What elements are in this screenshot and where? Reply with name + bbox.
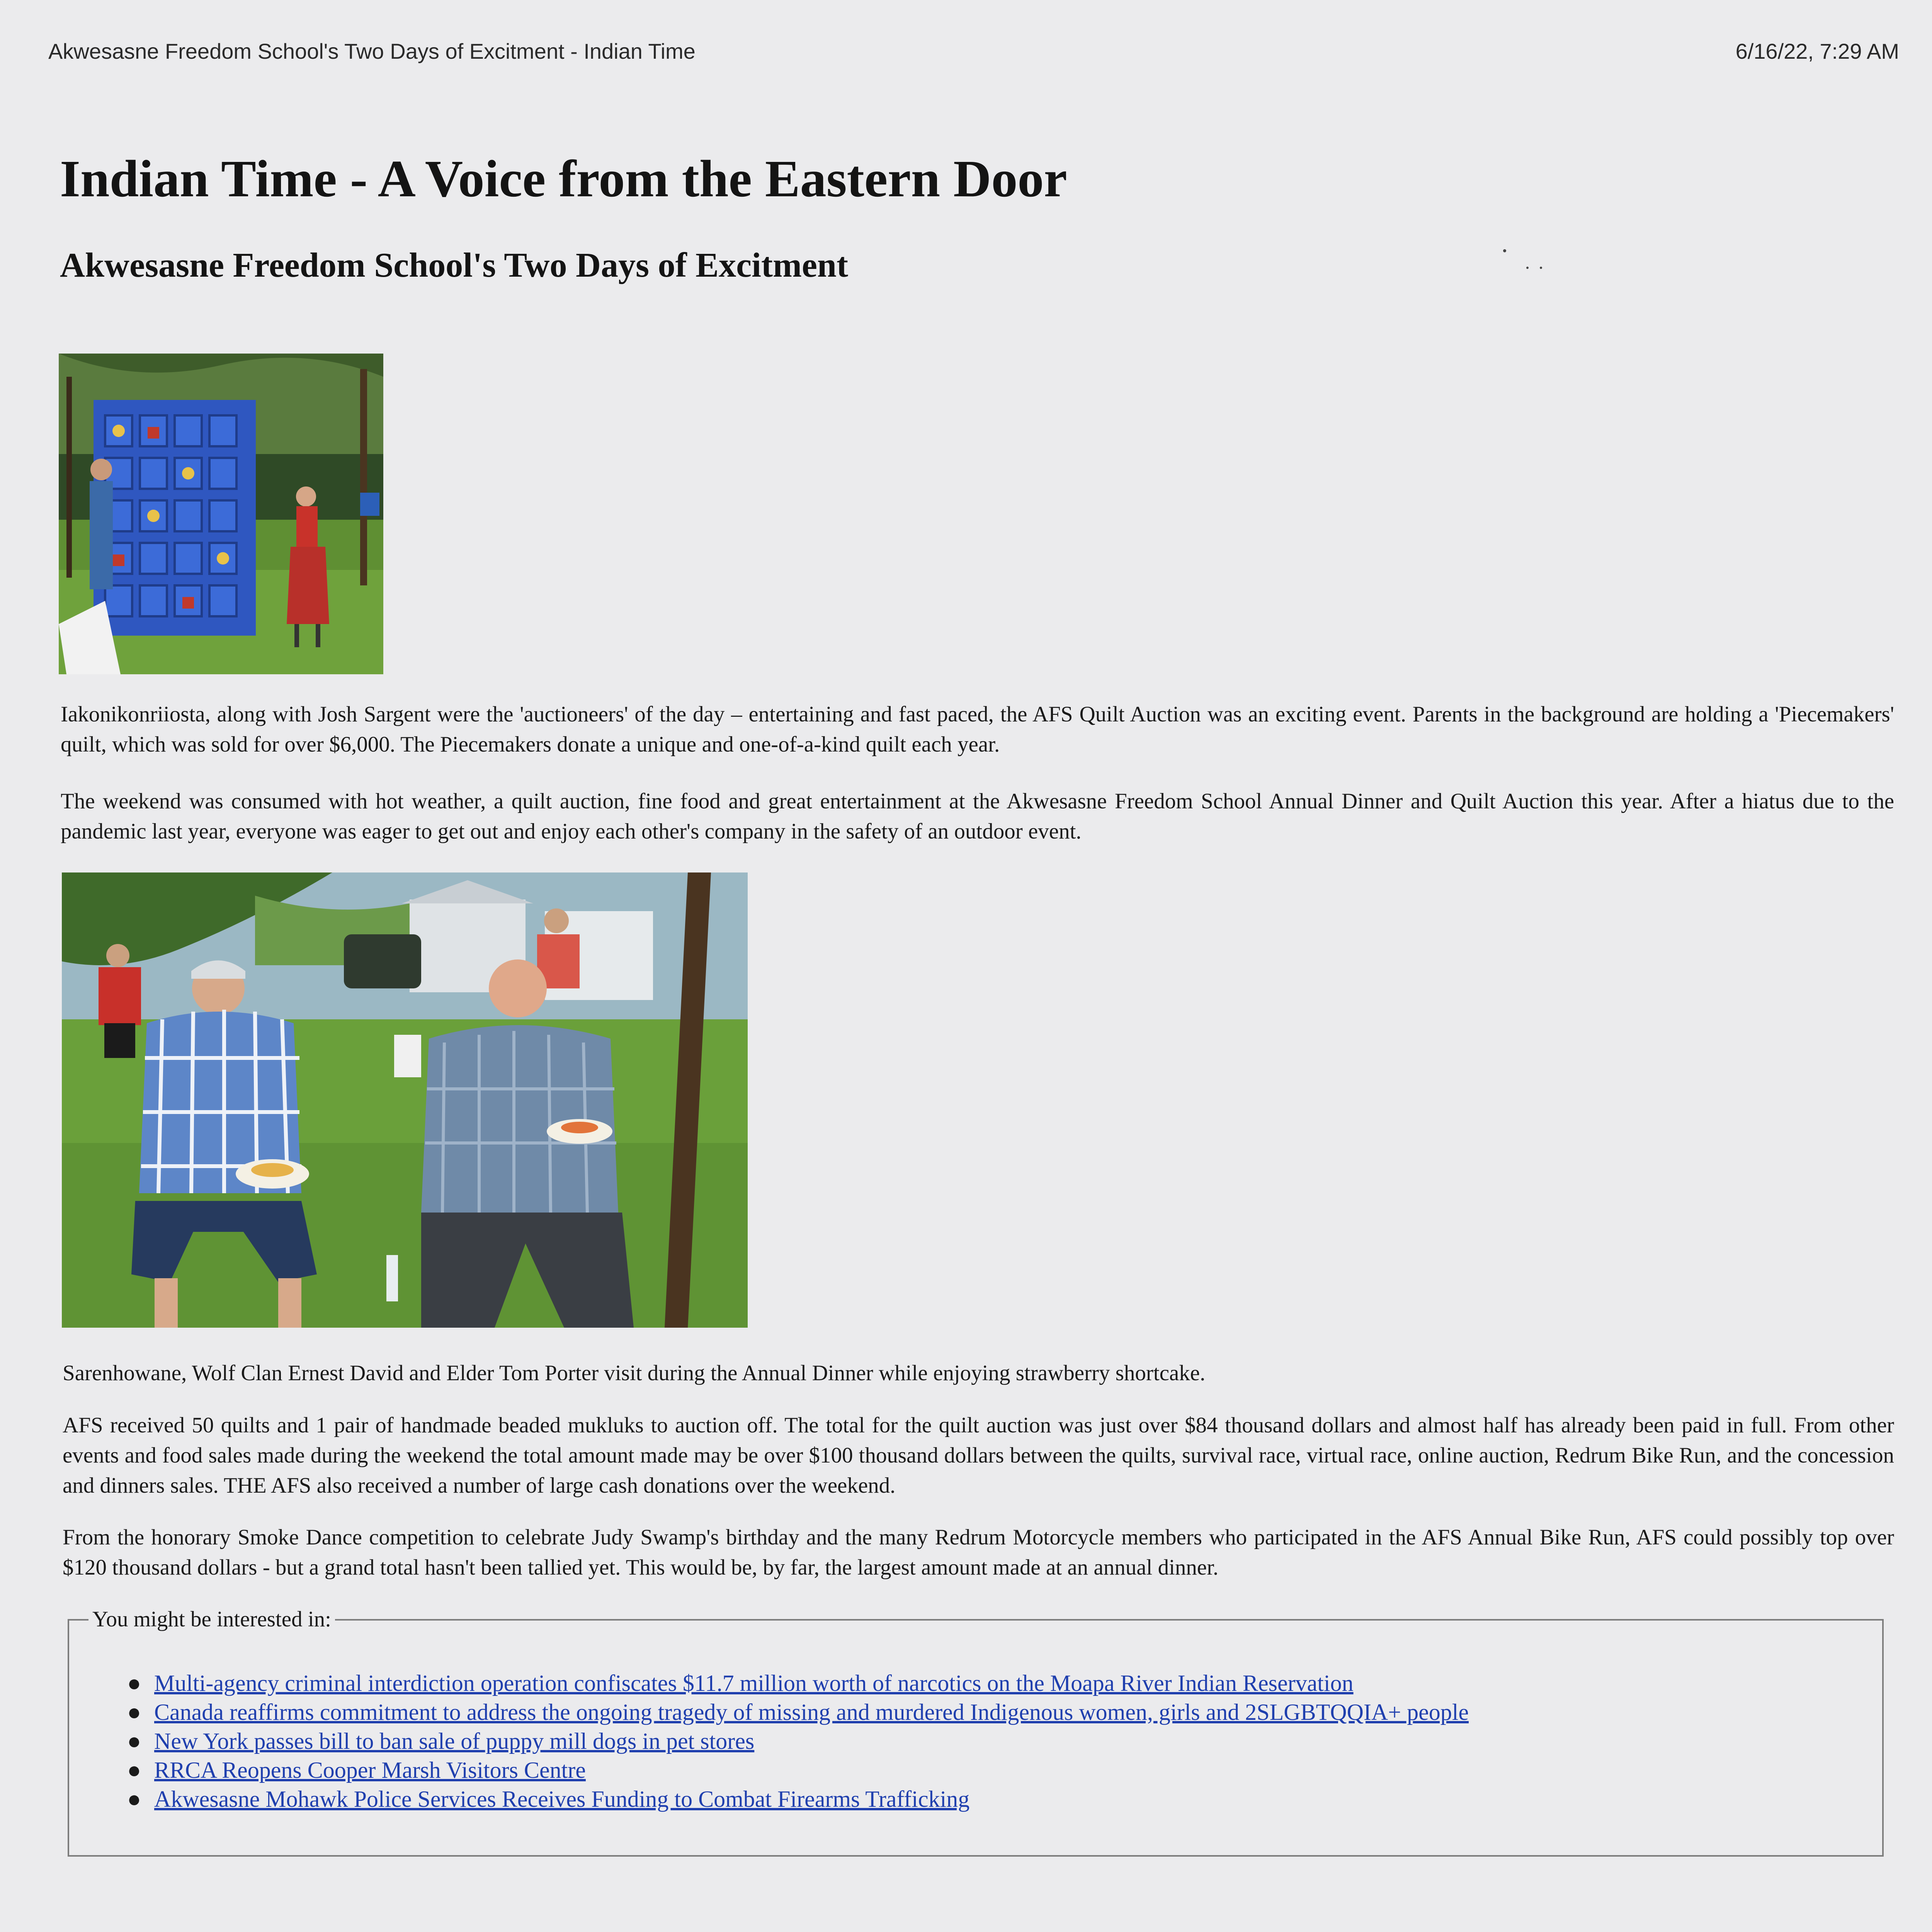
photo2-caption: Sarenhowane, Wolf Clan Ernest David and Elder Tom Porter visit during the Annual Dinner while enjoying strawberry shortcake. <box>63 1361 1206 1385</box>
bullet-icon: ● <box>127 1757 141 1783</box>
list-item <box>127 1785 1469 1814</box>
related-link-cooper-marsh[interactable]: RRCA Reopens Cooper Marsh Visitors Centre <box>154 1757 586 1783</box>
related-stories-box <box>68 1607 1884 1857</box>
elders-dinner-photo <box>62 872 748 1328</box>
print-header-title: Akwesasne Freedom School's Two Days of Excitment - Indian Time <box>48 39 696 63</box>
bullet-icon: ● <box>127 1699 141 1725</box>
paragraph-3: From the honorary Smoke Dance competition to celebrate Judy Swamp's birthday and the many Redrum Motorcycle members who participated in the AFS Annual Bike Run, AFS could possibly top over $120 thousand dollars - but a grand total hasn't been tallied yet. This would be, by far, the largest amount made at an annual dinner. <box>63 1525 1894 1580</box>
paragraph-2: AFS received 50 quilts and 1 pair of handmade beaded mukluks to auction off. The total for the quilt auction was just over $84 thousand dollars and almost half has already been paid in full. From other events and food sales made during the weekend the total amount made may be over $100 thousand dollars between the quilts, survival race, virtual race, online auction, Redrum Bike Run, and the concession and dinners sales. THE AFS also received a number of large cash donations over the weekend. <box>63 1413 1894 1498</box>
print-header-datetime: 6/16/22, 7:29 AM <box>1735 39 1899 63</box>
related-link-firearms[interactable]: Akwesasne Mohawk Police Services Receives Funding to Combat Firearms Trafficking <box>154 1786 970 1812</box>
scan-speck <box>1540 267 1542 269</box>
list-item <box>127 1756 1469 1785</box>
related-link-puppy-mill[interactable]: New York passes bill to ban sale of puppy mill dogs in pet stores <box>154 1728 755 1754</box>
article-title: Akwesasne Freedom School's Two Days of Excitment <box>60 246 848 284</box>
bullet-icon: ● <box>127 1670 141 1696</box>
photo1-caption: Iakonikonriiosta, along with Josh Sargent were the 'auctioneers' of the day – entertaining and fast paced, the AFS Quilt Auction was an exciting event. Parents in the background are holding a 'Piecemakers' quilt, which was sold for over $6,000. The Piecemakers donate a unique and one-of-a-kind quilt each year. <box>61 702 1894 757</box>
bullet-icon: ● <box>127 1786 141 1812</box>
related-link-narcotics[interactable]: Multi-agency criminal interdiction operation confiscates $11.7 million worth of narcotics on the Moapa River Indian Reservation <box>154 1670 1354 1696</box>
bullet-icon: ● <box>127 1728 141 1754</box>
quilt-auction-photo <box>59 354 383 674</box>
list-item <box>127 1669 1469 1698</box>
related-stories-list <box>127 1669 1469 1814</box>
site-title: Indian Time - A Voice from the Eastern Door <box>60 150 1067 208</box>
scan-speck <box>1526 267 1529 269</box>
related-link-mmiwg[interactable]: Canada reaffirms commitment to address the ongoing tragedy of missing and murdered Indigenous women, girls and 2SLGBTQQIA+ people <box>154 1699 1469 1725</box>
scan-speck <box>1503 249 1506 252</box>
list-item <box>127 1727 1469 1756</box>
related-stories-legend: You might be interested in: <box>88 1604 335 1634</box>
list-item <box>127 1698 1469 1727</box>
paragraph-1: The weekend was consumed with hot weather, a quilt auction, fine food and great entertainment at the Akwesasne Freedom School Annual Dinner and Quilt Auction this year. After a hiatus due to the pandemic last year, everyone was eager to get out and enjoy each other's company in the safety of an outdoor event. <box>61 789 1894 844</box>
